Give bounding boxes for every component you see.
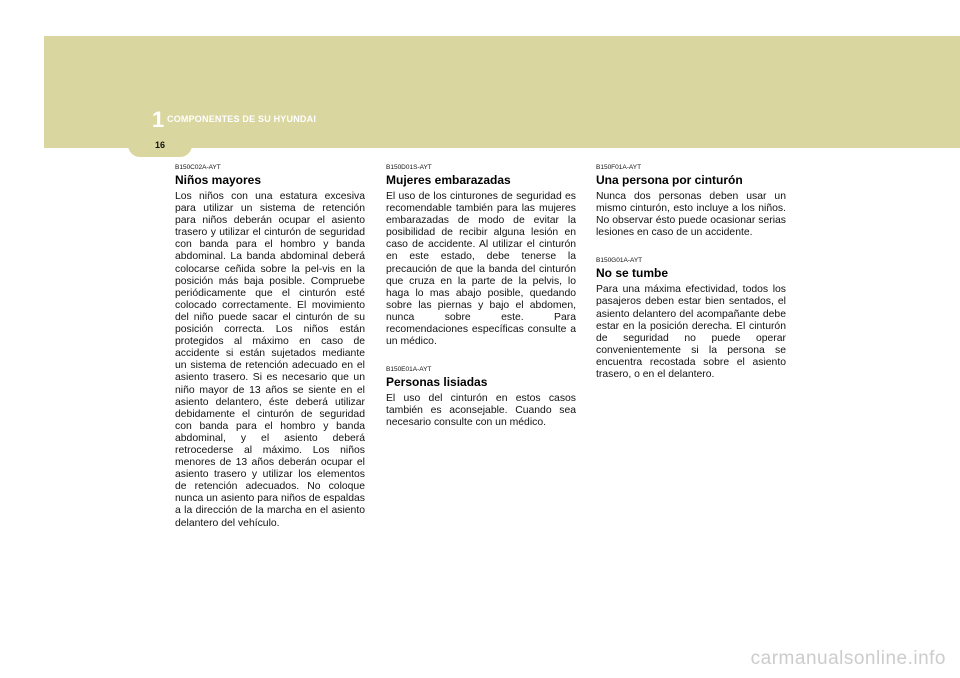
section-body: El uso del cinturón en estos casos también es aconsejable. Cuando sea necesario consulte con un médico.	[386, 393, 576, 429]
section-code: B150C02A-AYT	[175, 164, 221, 171]
section-title: No se tumbe	[596, 266, 669, 281]
page-number: 16	[154, 140, 165, 150]
header-band	[44, 36, 960, 148]
chapter-title: COMPONENTES DE SU HYUNDAI	[167, 114, 317, 124]
text-column-3	[596, 164, 786, 399]
section-code: B150E01A-AYT	[386, 366, 432, 374]
section-body: Nunca dos personas deben usar un mismo cinturón, esto incluye a los niños. No observar ésto puede ocasionar serias lesiones en caso de un accidente.	[596, 191, 786, 239]
chapter-number: 1	[152, 107, 165, 132]
section-body: El uso de los cinturones de seguridad es recomendable también para las mujeres embarazadas de modo de evitar la posibilidad de recibir alguna lesión en caso de accidente. Al utilizar el cinturón en este estado, debe tenerse la precaución de que la banda del cinturón que cruza en la parte de la pelvis, lo haga lo mas abajo posible, quedando sobre las piernas y bajo el abdomen, nunca sobre este. Para recomendaciones específicas consulte a un médico.	[386, 191, 576, 348]
section-body: Los niños con una estatura excesiva para utilizar un sistema de retención para niños deberán ocupar el asiento trasero y utilizar el cinturón de seguridad con banda para el hombro y banda abdominal. La banda abdominal deberá colocarse ceñida sobre la pel-vis en la posición más baja posible. Compruebe periódicamente que el cinturón esté colocado correctamente. El movimiento del niño puede sacar el cinturón de su posición correcta. Los niños están protegidos al máximo en caso de accidente si están sujetados mediante un sistema de retención adecuado en el asiento trasero. Si es necesario que un niño mayor de 13 años se siente en el asiento delantero, éste deberá utilizar debidamente el cinturón de seguridad con banda para el hombro y banda abdominal, y el asiento deberá retrocederse al máximo. Los niños menores de 13 años deberán ocupar el asiento trasero y utilizar los elementos de retención adecuados. No coloque nunca un asiento para niños de espaldas a la dirección de la marcha en el asiento delantero del vehículo.	[175, 191, 365, 529]
section-title: Mujeres embarazadas	[386, 173, 511, 187]
section-title: Niños mayores	[175, 173, 262, 187]
section-code: B150G01A-AYT	[596, 257, 643, 265]
section-title: Personas lisiadas	[386, 375, 488, 390]
text-column-2	[386, 164, 576, 448]
section-ninos-mayores	[175, 164, 365, 530]
watermark: carmanualsonline.info	[750, 648, 946, 669]
section-personas-lisiadas	[386, 366, 576, 429]
section-title: Una persona por cinturón	[596, 173, 743, 187]
section-code: B150F01A-AYT	[596, 164, 642, 171]
section-mujeres-embarazadas	[386, 164, 576, 348]
section-code: B150D01S-AYT	[386, 164, 432, 171]
section-una-persona-por-cinturon	[596, 164, 786, 239]
section-body: Para una máxima efectividad, todos los pasajeros deben estar bien sentados, el asiento delantero del acompañante debe estar en la posición derecha. El cinturón de seguridad no puede operar convenientemente si la persona se encuentra recostada sobre el asiento trasero, o en el delantero.	[596, 284, 786, 381]
section-no-se-tumbe	[596, 257, 786, 381]
text-column-1	[175, 164, 365, 548]
